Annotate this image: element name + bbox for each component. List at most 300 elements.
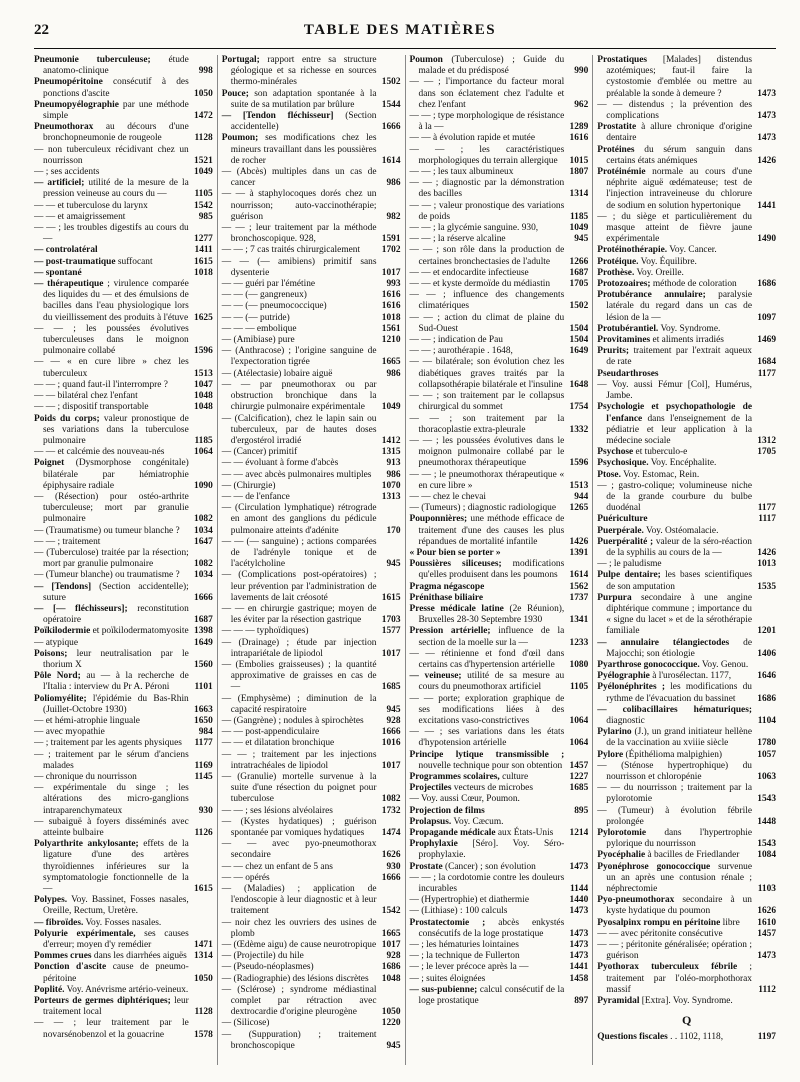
entry-page-number: 945 (386, 559, 401, 570)
entry-text: — ; traitement par les agents physiques (34, 738, 182, 749)
index-entry (410, 772, 589, 783)
index-entry (597, 481, 776, 515)
index-entry (597, 279, 776, 290)
index-entry (222, 279, 401, 290)
index-entry (34, 738, 213, 749)
entry-heading: Poignet (34, 458, 65, 469)
entry-text: — — distendus ; la prévention des complications (597, 99, 752, 122)
entry-page-number: 1049 (569, 223, 589, 234)
index-entry (410, 77, 589, 111)
index-entry (597, 380, 776, 402)
index-entry (597, 470, 776, 481)
entry-heading: Puerpérale. (597, 525, 644, 536)
entry-text: — — rétinienne et fond d'œil dans certains cas d'hypertension artérielle (409, 648, 565, 670)
index-entry (222, 951, 401, 962)
entry-page-number: 1050 (194, 973, 213, 984)
entry-text: — (Radiographie) des lésions discrètes (221, 973, 369, 984)
entry-page-number: 1112 (758, 984, 776, 995)
entry-page-number: 1312 (757, 435, 776, 446)
index-entry (34, 324, 213, 358)
entry-text: — ; du siège et particulièrement du masque atteint de fièvre jaune expérimentale (597, 211, 752, 245)
index-entry (34, 537, 213, 548)
entry-text: — — ; diagnostic par la démonstration des bacilles (409, 178, 565, 200)
entry-page-number: 1315 (381, 447, 401, 458)
entry-page-number: 1070 (381, 480, 401, 491)
entry-page-number: 1017 (381, 940, 401, 951)
entry-page-number: 1064 (194, 447, 213, 458)
index-entry (222, 290, 401, 301)
entry-page-number: 1807 (569, 167, 589, 178)
entry-text: — — ; l'importance du facteur moral dans son éclatement chez l'adulte et chez l'enfant (409, 77, 565, 110)
index-entry (34, 839, 213, 895)
index-entry (597, 682, 776, 704)
entry-page-number: 1064 (569, 738, 589, 749)
entry-text: — — ; son traitement par le collapsus chirurgical du sommet (409, 391, 565, 413)
index-entry (34, 996, 213, 1018)
entry-page-number: 1648 (569, 379, 589, 390)
entry-text: — — ; son traitement par la thoracoplastie extra-pleurale (409, 413, 565, 435)
entry-page-number: 1625 (194, 312, 213, 323)
entry-text: leur neutralisation par le thorium X (43, 648, 189, 670)
entry-text: — — ; péritonite généralisée; opération ; guérison (597, 940, 752, 962)
entry-page-number: 1063 (757, 772, 776, 782)
entry-text: — (Œdème aigu) de cause neurotropique (221, 940, 377, 951)
entry-page-number: 1472 (194, 111, 213, 122)
entry-heading: — colibacillaires hématuriques; (597, 704, 752, 715)
entry-text: — (Résection) pour ostéo-arthrite tuberculeuse; mort par granulie pulmonaire (34, 491, 189, 525)
entry-page-number: 1314 (569, 189, 589, 200)
entry-page-number: 1458 (569, 973, 589, 984)
entry-text: — — ; dispositif transportable (34, 402, 149, 413)
entry-text: — — par pneumothorax ou par obstruction bronchique dans la chirurgie pulmonaire expérimentale (221, 379, 377, 413)
entry-text: — et hémi-atrophie linguale (34, 715, 140, 726)
entry-text: — — ; leur traitement par le novarsénobenzol et la gouacrine (34, 1018, 189, 1040)
entry-page-number: 1169 (194, 760, 213, 771)
entry-heading: Purpura (597, 592, 632, 603)
entry-text: — — avec abcès pulmonaires multiples (221, 469, 372, 480)
index-entry (222, 940, 401, 951)
entry-page-number: 1686 (757, 279, 776, 290)
index-entry (222, 492, 401, 503)
index-entry (597, 100, 776, 122)
entry-text: . . 1102, 1118, (667, 1032, 724, 1043)
index-entry (34, 492, 213, 526)
entry-heading: Psychosique. (597, 458, 649, 469)
entry-page-number: 1473 (569, 861, 589, 872)
index-entry (34, 772, 213, 783)
entry-text: ses causes d'erreur; moyen d'y remédier (43, 928, 189, 951)
entry-text: (Section accidentelle); suture (43, 581, 189, 603)
entry-heading: Pyonéphrose gonococcique (597, 861, 711, 872)
entry-heading: Pyélonéphrites ; (597, 682, 665, 693)
entry-heading: Pylarino (597, 727, 632, 738)
index-entry (410, 245, 589, 267)
entry-text: — noir chez les ouvriers des usines de plomb (221, 917, 377, 939)
entry-text: les modifications du rythme de l'évacuation du bassinet (606, 682, 752, 704)
entry-page-number: 1104 (757, 715, 776, 726)
entry-page-number: 1502 (381, 77, 401, 88)
entry-heading: Psychologie et psychopathologie de l'enfance (597, 402, 752, 424)
entry-page-number: 986 (386, 368, 401, 379)
index-entry (410, 794, 589, 805)
entry-text: — — ; les caractéristiques morphologiques du terrain allergique (409, 144, 565, 166)
entry-text: — (Calcification), chez le lapin sain ou tuberculeux, par de hautes doses d'ergostérol irradié (221, 413, 377, 446)
entry-page-number: 1687 (569, 267, 589, 278)
entry-text: et aliments irradiés (650, 335, 724, 346)
entry-page-number: 1084 (757, 850, 776, 861)
index-entry (34, 604, 213, 626)
entry-page-number: 1332 (569, 424, 589, 435)
entry-page-number: 1577 (381, 626, 401, 637)
index-entry (222, 962, 401, 973)
entry-heading: Ponction d'ascite (34, 962, 107, 973)
entry-text: — — de l'enfance (221, 491, 290, 502)
entry-text: — — ; type morphologique de résistance à la — (409, 111, 565, 133)
page-header (0, 22, 800, 42)
entry-page-number: 1313 (381, 491, 401, 502)
entry-text: et poïkilodermatomyosite (90, 626, 189, 637)
entry-heading: — annulaire télangiectodes (597, 637, 730, 648)
index-entry (410, 223, 589, 234)
index-entry (34, 100, 213, 122)
index-entry (222, 414, 401, 448)
entry-text: Voy. Ostéomalacie. (643, 525, 719, 536)
entry-text: — — du nourrisson ; traitement par la pylorotomie (597, 783, 752, 805)
index-entry (222, 481, 401, 492)
index-entry (34, 122, 213, 144)
entry-page-number: 1562 (569, 581, 589, 592)
entry-page-number: 1578 (194, 1029, 213, 1040)
entry-text: Voy. Genou. (699, 659, 749, 670)
entry-page-number: 1596 (194, 346, 213, 357)
entry-page-number: 1082 (194, 559, 213, 570)
entry-page-number: 1473 (569, 940, 589, 951)
index-entry (410, 391, 589, 413)
entry-page-number: 1391 (569, 547, 589, 558)
index-entry (34, 716, 213, 727)
entry-page-number: 1201 (757, 626, 776, 637)
entry-page-number: 1034 (194, 525, 213, 536)
index-entry (410, 727, 589, 749)
entry-page-number: 1128 (194, 1007, 213, 1018)
index-entry (410, 604, 589, 626)
entry-heading: Pouce; (221, 88, 249, 99)
entry-heading: Polyarthrite ankylosante; (34, 839, 139, 850)
entry-text: Voy. Cæcum. (451, 816, 504, 827)
entry-page-number: 930 (198, 805, 213, 816)
index-entry (34, 167, 213, 178)
index-entry (410, 268, 589, 279)
index-entry (410, 940, 589, 951)
entry-heading: Prénithase biliaire (409, 592, 484, 603)
index-entry (34, 178, 213, 200)
entry-heading: Pneumonie tuberculeuse; (34, 55, 151, 65)
entry-text: — Voy. aussi Cœur, Poumon. (409, 794, 520, 805)
index-entry (222, 806, 401, 817)
index-entry (410, 559, 589, 581)
entry-page-number: 1441 (569, 962, 589, 973)
entry-page-number: 1737 (569, 592, 589, 603)
entry-page-number: 1684 (757, 357, 776, 368)
entry-text: — — post-appendiculaire (221, 727, 320, 738)
entry-heading: Provitamines (597, 335, 651, 346)
entry-text: de Majocchi; son étiologie (606, 637, 752, 659)
entry-text: — — ; les poussées évolutives tuberculeuses dans le moignon pulmonaire collabé (34, 323, 189, 357)
entry-text: — — ; aurothérapie . 1648, (409, 346, 513, 357)
index-entry (410, 962, 589, 973)
index-entry (34, 671, 213, 693)
entry-page-number: 1047 (194, 379, 213, 390)
index-entry (34, 257, 213, 268)
entry-text: ; traitement par l'oléo-morphothorax massif (606, 962, 752, 995)
index-entry (597, 122, 776, 144)
index-entry (222, 301, 401, 312)
index-entry (34, 391, 213, 402)
index-entry (410, 817, 589, 828)
entry-page-number: 1220 (381, 1018, 401, 1029)
entry-heading: Prostatectomie ; (409, 917, 486, 928)
entry-heading: Poumon; (221, 133, 259, 144)
entry-page-number: 1048 (381, 973, 401, 984)
index-entry (410, 133, 589, 144)
entry-page-number: 1473 (757, 111, 776, 122)
index-entry (597, 996, 776, 1007)
entry-page-number: 945 (386, 704, 401, 715)
entry-heading: Protozoaires; (597, 279, 651, 290)
entry-page-number: 985 (198, 211, 213, 222)
entry-text: Voy. Anévrisme artério-veineux. (64, 984, 189, 995)
entry-page-number: 1013 (757, 559, 776, 570)
entry-text: étude anatomo-clinique (43, 55, 189, 77)
entry-heading: Polyurie expérimentale, (34, 928, 136, 939)
index-entry (410, 503, 589, 514)
index-entry (410, 470, 589, 492)
entry-page-number: 1614 (569, 570, 589, 581)
entry-heading: — thérapeutique (34, 279, 104, 290)
index-entry (410, 918, 589, 940)
index-entry (410, 55, 589, 77)
entry-page-number: 1649 (569, 346, 589, 357)
entry-page-number: 928 (386, 951, 401, 962)
entry-text: — (Sclérose) ; syndrome médiastinal complet par rétraction avec dextrocardie d'origine pleurogène (221, 984, 377, 1018)
entry-text: — — évoluant à forme d'abcès (221, 458, 339, 469)
entry-page-number: 1686 (757, 693, 776, 704)
entry-page-number: 1732 (381, 805, 401, 816)
index-entry (222, 89, 401, 111)
entry-text: nouvelle technique pour son obtention (418, 760, 563, 771)
entry-page-number: 1177 (194, 738, 213, 749)
entry-heading: Pyocéphalie (597, 850, 646, 861)
index-entry (34, 694, 213, 716)
entry-text: — (Embolies graisseuses) ; la quantité approximative de graisses en cas de — (221, 659, 377, 693)
index-entry (410, 985, 589, 1007)
index-entry (222, 447, 401, 458)
entry-page-number: 1227 (569, 772, 589, 782)
index-entry (34, 380, 213, 391)
entry-page-number: 1185 (570, 211, 589, 222)
entry-page-number: 1017 (381, 648, 401, 659)
index-entry (410, 862, 589, 873)
index-entry (597, 257, 776, 268)
entry-text: — — (— pneumococcique) (221, 301, 327, 312)
entry-text: — — (— putride) (221, 312, 290, 323)
entry-page-number: 1018 (381, 312, 401, 323)
index-entry (34, 402, 213, 413)
entry-text: — (Pseudo-néoplasmes) (221, 962, 314, 973)
entry-page-number: 1090 (194, 480, 213, 491)
entry-text: — — ; ses variations dans les états d'hypotension artérielle (409, 727, 565, 749)
page-title: TABLE DES MATIÈRES (303, 22, 497, 38)
index-entry (597, 145, 776, 167)
entry-heading: Programmes scolaires, (409, 772, 500, 782)
entry-text: utilité de sa mesure au cours du pneumothorax artificiel (418, 671, 565, 693)
index-entry (34, 212, 213, 223)
index-entry (34, 145, 213, 167)
entry-text: valeur pronostique de ses variations dans la tuberculose pulmonaire (43, 413, 189, 446)
index-entry (34, 929, 213, 951)
entry-page-number: 1543 (757, 794, 776, 805)
index-entry (222, 727, 401, 738)
index-entry (222, 839, 401, 861)
index-entry (410, 626, 589, 648)
index-entry (222, 133, 401, 167)
entry-text: — Voy. aussi Fémur [Col], Humérus, Jambe. (597, 379, 752, 402)
entry-text: — (Tumeurs) ; diagnostic radiologique (409, 503, 557, 514)
entry-page-number: 1542 (381, 906, 401, 917)
entry-text: [Extra]. Voy. Syndrome. (639, 996, 733, 1007)
entry-page-number: 945 (574, 234, 589, 245)
entry-heading: — [Tendon fléchisseur] (221, 111, 334, 122)
index-entry (410, 313, 589, 335)
entry-page-number: 1048 (194, 402, 213, 413)
entry-text: — — ; son rôle dans la production de certaines bronchectasies de l'adulte (409, 245, 565, 267)
entry-text: (2e Réunion), Bruxelles 28-30 Septembre 1930 (418, 603, 565, 626)
entry-page-number: 1686 (381, 962, 401, 973)
entry-text: ; virulence comparée des liquides du — et des émulsions de bacilles dans l'eau physiologique lors du vieillissement des produits à l'étuve (43, 279, 189, 323)
entry-text: à allure chronique d'origine dentaire (606, 122, 752, 144)
entry-page-number: 1101 (194, 682, 213, 693)
entry-text: — — en chirurgie gastrique; moyen de les éviter par la résection gastrique (221, 603, 377, 626)
entry-heading: Pylore (597, 749, 624, 760)
entry-text: — (Complications post-opératoires) ; leur prévention par l'administration de lavements de lait créosoté (221, 570, 377, 603)
entry-heading: — sus-pubienne; (409, 984, 478, 995)
entry-text: — ; les hématuries lointaines (409, 940, 519, 951)
entry-page-number: 1017 (381, 267, 401, 278)
index-entry (222, 167, 401, 189)
entry-page-number: 1616 (381, 301, 401, 312)
index-entry (34, 526, 213, 537)
entry-page-number: 982 (386, 211, 401, 222)
entry-text: l'épidémie du Bas-Rhin (Juillet-Octobre 1930) (43, 693, 189, 715)
entry-page-number: 1117 (758, 514, 776, 525)
index-entry (410, 335, 589, 346)
entry-page-number: 1542 (194, 200, 213, 211)
index-entry (410, 828, 589, 839)
index-entry (34, 727, 213, 738)
index-entry (222, 604, 401, 626)
entry-text: — — ; indication de Pau (409, 335, 503, 346)
index-entry (597, 324, 776, 335)
entry-heading: — fibroïdes. (34, 917, 84, 928)
index-entry (222, 335, 401, 346)
index-entry (34, 414, 213, 448)
entry-page-number: 1610 (757, 917, 776, 928)
entry-page-number: 1490 (757, 234, 776, 245)
entry-text: vecteurs de microbes (451, 783, 533, 794)
entry-page-number: 1626 (381, 850, 401, 861)
index-entry (597, 290, 776, 324)
index-entry (34, 582, 213, 604)
entry-text: au — à la recherche de l'Italia : interview du Pr A. Péroni (43, 671, 189, 693)
index-entry (34, 548, 213, 570)
index-entry (222, 245, 401, 256)
entry-page-number: 1289 (569, 122, 589, 133)
index-entry (597, 671, 776, 682)
index-entry (34, 268, 213, 279)
entry-text: — — ; action du climat de plaine du Sud-Ouest (409, 312, 565, 334)
entry-page-number: 1105 (570, 682, 589, 693)
entry-page-number: 1702 (381, 245, 401, 256)
entry-text: du sérum sanguin dans certains états anémiques (606, 144, 752, 166)
entry-text: — (Hypertrophie) et diathermie (409, 895, 529, 906)
entry-text: — — opérés (221, 872, 270, 883)
entry-heading: Ptose. (597, 469, 621, 480)
entry-page-number: 1049 (381, 402, 401, 413)
entry-text: — — ; 7 cas traités chirurgicalement (221, 245, 361, 256)
entry-page-number: 986 (386, 469, 401, 480)
entry-page-number: 1666 (381, 872, 401, 883)
entry-page-number: 1214 (569, 828, 589, 839)
entry-text: — — ; leur traitement par la méthode bronchoscopique. 928, (221, 223, 377, 245)
entry-text: dans l'hypertrophie pylorique du nourrisson (606, 828, 752, 850)
index-entry (222, 862, 401, 873)
entry-text: méthode de coloration (650, 279, 737, 290)
entry-heading: Pression artérielle; (409, 626, 491, 637)
entry-heading: Prostatiques (597, 55, 648, 65)
entry-page-number: 1105 (194, 189, 213, 200)
entry-text: et tuberculo-e (633, 447, 688, 458)
entry-page-number: 962 (574, 99, 589, 110)
entry-text: secondaire à un kyste hydatique du poumon (606, 895, 752, 917)
entry-page-number: 1502 (569, 301, 589, 312)
index-entry (34, 55, 213, 77)
entry-page-number: 1705 (757, 447, 776, 458)
entry-text: — — ; influence des changements climatériques (409, 290, 565, 312)
index-entry (34, 570, 213, 581)
entry-page-number: 895 (574, 805, 589, 816)
entry-page-number: 1082 (194, 514, 213, 525)
entry-heading: Pneumopéritoine (34, 77, 103, 88)
index-entry (222, 817, 401, 839)
entry-heading: Poussières siliceuses; (409, 559, 502, 570)
entry-text: — (Maladies) ; application de l'endoscopie à leur diagnostic et à leur traitement (221, 884, 377, 917)
entry-text: [Malades] distendus azotémiques; faut-il faire la cystostomie d'emblée ou mettre au préalable la sonde à demeure ? (606, 55, 752, 99)
index-entry (410, 201, 589, 223)
entry-text: — — et endocardite infectieuse (409, 267, 529, 278)
index-entry (34, 626, 213, 637)
entry-text: Voy. Oreille. (634, 267, 684, 278)
section-letter: Q (681, 1013, 692, 1028)
entry-text: — (Kystes hydatiques) ; guérison spontanée par vomiques hydatiques (221, 816, 377, 839)
index-entry (222, 537, 401, 571)
entry-page-number: 1017 (381, 760, 401, 771)
entry-heading: — [Tendons] (34, 581, 92, 592)
index-column-1 (34, 55, 213, 1065)
entry-text: (Cancer) ; son évolution (442, 861, 536, 872)
index-entry (597, 537, 776, 559)
entry-heading: Pneumothorax (34, 122, 94, 133)
entry-text: Voy. Équilibre. (638, 256, 697, 267)
